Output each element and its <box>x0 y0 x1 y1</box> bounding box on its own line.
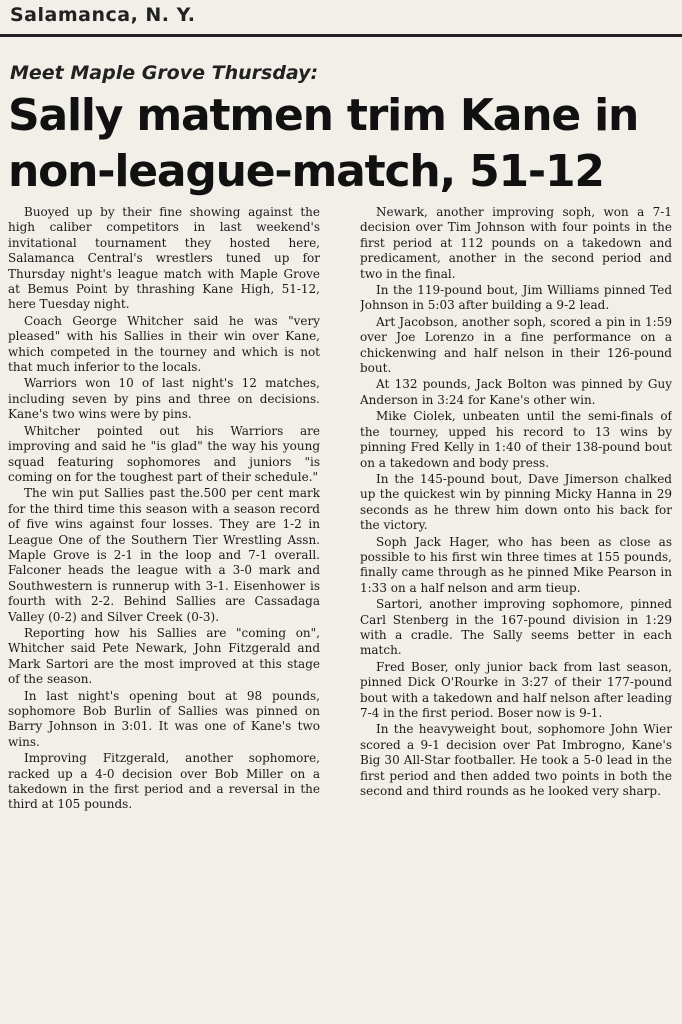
paragraph: Mike Ciolek, unbeaten until the semi-finals of the tourney, upped his record to 13 wins by pinning Fred Kelly in 1:40 of their 138-pound bout on a takedown and body press. <box>360 409 672 470</box>
paragraph: In the 145-pound bout, Dave Jimerson chalked up the quickest win by pinning Micky Hanna in 29 seconds as he threw him down onto his back for the victory. <box>360 471 672 533</box>
paragraph: Buoyed up by their fine showing against the high caliber competitors in last weekend's invitational tournament they hosted here, Salamanca Central's wrestlers tuned up for Thursday night's league match with Maple Grove at Bemus Point by thrashing Kane High, 51-12, here Tuesday night. <box>8 205 320 312</box>
paragraph: Warriors won 10 of last night's 12 matches, including seven by pins and three on decisions. Kane's two wins were by pins. <box>8 376 320 422</box>
paragraph: Soph Jack Hager, who has been as close as possible to his first win three times at 155 pounds, finally came through as he pinned Mike Pearson in 1:33 on a half nelson and arm tieup. <box>360 534 672 595</box>
paragraph: Improving Fitzgerald, another sophomore, racked up a 4-0 decision over Bob Miller on a takedown in the first period and a reversal in the third at 105 pounds. <box>8 751 320 812</box>
paragraph: Fred Boser, only junior back from last season, pinned Dick O'Rourke in 3:27 of their 177-pound bout with a takedown and half nelson after leading 7-4 in the first period. Boser now is 9-1. <box>360 659 672 720</box>
paragraph: At 132 pounds, Jack Bolton was pinned by Guy Anderson in 3:24 for Kane's other win. <box>360 377 672 407</box>
headline: Sally matmen trim Kane in non-league-match, 51-12 <box>8 90 639 197</box>
paragraph: Whitcher pointed out his Warriors are improving and said he "is glad" the way his young squad featuring sophomores and juniors "is coming on for the toughest part of their schedule." <box>8 423 320 484</box>
paragraph: In the heavyweight bout, sophomore John Wier scored a 9-1 decision over Pat Imbrogno, Kane's Big 30 All-Star footballer. He took a 5-0 lead in the first period and then added two points in both the second and third rounds as he looked very sharp. <box>360 722 672 799</box>
paragraph: In last night's opening bout at 98 pounds, sophomore Bob Burlin of Sallies was pinned on Barry Johnson in 3:01. It was one of Kane's two wins. <box>8 688 320 749</box>
kicker: Meet Maple Grove Thursday: <box>10 62 319 84</box>
article-column-left <box>8 205 320 1017</box>
paragraph: The win put Sallies past the.500 per cent mark for the third time this season with a season record of five wins against four losses. They are 1-2 in League One of the Southern Tier Wrestling Assn. Maple Grove is 2-1 in the loop and 7-1 overall. Falconer heads the league with a 3-0 mark and Southwestern is runnerup with 3-1. Eisenhower is fourth with 2-2. Behind Sallies are Cassadaga Valley (0-2) and Silver Creek (0-3). <box>8 486 320 624</box>
dateline: Salamanca, N. Y. <box>10 4 196 26</box>
paragraph: Reporting how his Sallies are "coming on", Whitcher said Pete Newark, John Fitzgerald and Mark Sartori are the most improved at this stage of the season. <box>8 625 320 687</box>
paragraph: Art Jacobson, another soph, scored a pin in 1:59 over Joe Lorenzo in a fine performance on a chickenwing and half nelson in their 126-pound bout. <box>360 314 672 376</box>
paragraph: Newark, another improving soph, won a 7-1 decision over Tim Johnson with four points in the first period at 112 pounds on a takedown and predicament, another in the second period and two in the final. <box>360 205 672 281</box>
header-rule <box>0 34 682 37</box>
article-column-right <box>360 205 672 1017</box>
paragraph: Sartori, another improving sophomore, pinned Carl Stenberg in the 167-pound division in 1:29 with a cradle. The Sally seems better in each match. <box>360 597 672 658</box>
paragraph: In the 119-pound bout, Jim Williams pinned Ted Johnson in 5:03 after building a 9-2 lead. <box>360 283 672 313</box>
paragraph: Coach George Whitcher said he was "very pleased" with his Sallies in their win over Kane, which competed in the tourney and which is not that much inferior to the locals. <box>8 313 320 375</box>
